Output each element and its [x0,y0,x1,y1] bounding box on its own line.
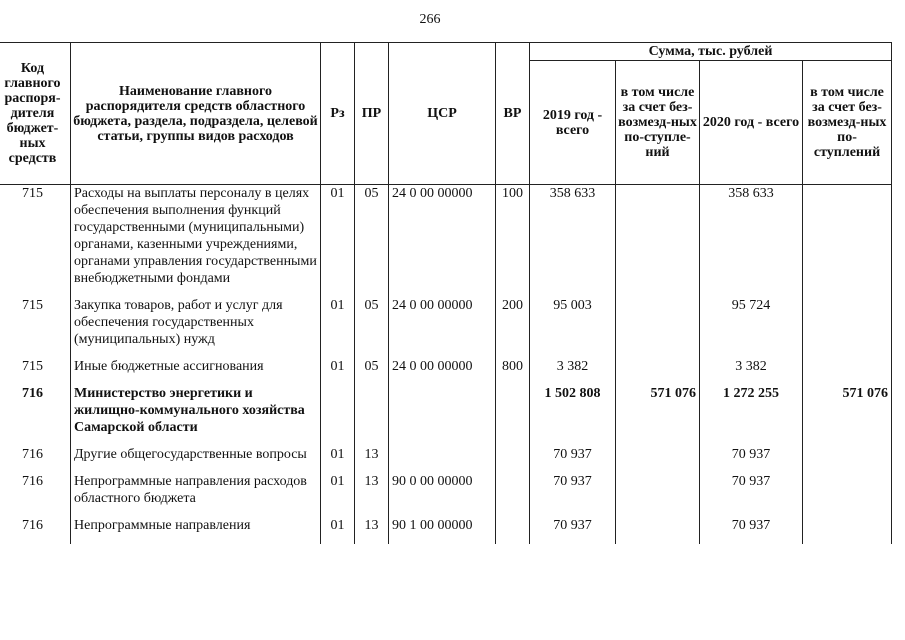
header-sum: Сумма, тыс. рублей [530,43,892,61]
cell-code: 715 [0,297,71,358]
cell-code: 715 [0,358,71,385]
cell-pr: 05 [355,185,389,298]
cell-pr [355,385,389,446]
cell-2019-free [616,473,700,517]
table-body [0,185,892,545]
cell-2019-free [616,358,700,385]
cell-2020-total: 1 272 255 [700,385,803,446]
header-vr: ВР [496,43,530,185]
cell-2019-total: 70 937 [530,446,616,473]
cell-2020-total: 70 937 [700,473,803,517]
cell-csr: 90 1 00 00000 [389,517,496,544]
budget-table [0,42,892,544]
cell-2019-total: 95 003 [530,297,616,358]
cell-2019-total: 1 502 808 [530,385,616,446]
cell-2019-free [616,517,700,544]
table-row [0,297,892,358]
cell-2019-total: 358 633 [530,185,616,298]
table-header [0,43,892,185]
header-2019-free: в том числе за счет без-возмезд-ных по-ступле-ний [616,61,700,185]
cell-pr: 13 [355,446,389,473]
cell-vr [496,385,530,446]
cell-code: 716 [0,517,71,544]
cell-name: Непрограммные направления расходов областного бюджета [71,473,321,517]
page-number: 266 [419,12,441,27]
cell-code: 716 [0,385,71,446]
cell-2020-total: 358 633 [700,185,803,298]
cell-name: Министерство энергетики и жилищно-коммунального хозяйства Самарской области [71,385,321,446]
cell-rz: 01 [321,358,355,385]
cell-csr: 90 0 00 00000 [389,473,496,517]
cell-code: 715 [0,185,71,298]
header-pr: ПР [355,43,389,185]
cell-2019-free [616,446,700,473]
cell-csr [389,385,496,446]
cell-2019-total: 70 937 [530,517,616,544]
header-name: Наименование главного распорядителя средств областного бюджета, раздела, подраздела, целевой статьи, группы видов расходов [71,43,321,185]
cell-2020-free [803,358,892,385]
cell-name: Другие общегосударственные вопросы [71,446,321,473]
cell-csr: 24 0 00 00000 [389,358,496,385]
cell-rz [321,385,355,446]
table-row [0,358,892,385]
cell-2020-total: 70 937 [700,517,803,544]
cell-2019-total: 70 937 [530,473,616,517]
cell-name: Непрограммные направления [71,517,321,544]
cell-2019-free: 571 076 [616,385,700,446]
cell-vr [496,473,530,517]
cell-csr [389,446,496,473]
cell-2020-total: 3 382 [700,358,803,385]
cell-code: 716 [0,473,71,517]
cell-code: 716 [0,446,71,473]
header-code: Код главного распоря-дителя бюджет-ных средств [0,43,71,185]
header-csr: ЦСР [389,43,496,185]
cell-pr: 13 [355,473,389,517]
cell-vr [496,517,530,544]
table-row [0,517,892,544]
header-2020-total: 2020 год - всего [700,61,803,185]
cell-2020-total: 95 724 [700,297,803,358]
cell-2020-free [803,473,892,517]
table-row [0,473,892,517]
cell-2020-total: 70 937 [700,446,803,473]
cell-2019-free [616,297,700,358]
header-2019-total: 2019 год - всего [530,61,616,185]
cell-rz: 01 [321,473,355,517]
cell-2020-free [803,517,892,544]
cell-2019-total: 3 382 [530,358,616,385]
cell-name: Иные бюджетные ассигнования [71,358,321,385]
cell-rz: 01 [321,517,355,544]
cell-2019-free [616,185,700,298]
header-2020-free: в том числе за счет без-возмезд-ных по-ступлений [803,61,892,185]
cell-2020-free [803,297,892,358]
table-row [0,185,892,298]
cell-rz: 01 [321,297,355,358]
header-rz: Рз [321,43,355,185]
cell-vr: 800 [496,358,530,385]
cell-pr: 13 [355,517,389,544]
cell-rz: 01 [321,446,355,473]
cell-vr: 100 [496,185,530,298]
cell-csr: 24 0 00 00000 [389,297,496,358]
cell-pr: 05 [355,297,389,358]
cell-2020-free [803,185,892,298]
cell-rz: 01 [321,185,355,298]
cell-vr: 200 [496,297,530,358]
cell-name: Расходы на выплаты персоналу в целях обеспечения выполнения функций государственными (муниципальными) органами, казенными учреждениями, органами управления государственными внебюджетными фондами [71,185,321,298]
cell-csr: 24 0 00 00000 [389,185,496,298]
table-row [0,385,892,446]
cell-2020-free [803,446,892,473]
cell-2020-free: 571 076 [803,385,892,446]
table-row [0,446,892,473]
cell-vr [496,446,530,473]
cell-pr: 05 [355,358,389,385]
cell-name: Закупка товаров, работ и услуг для обеспечения государственных (муниципальных) нужд [71,297,321,358]
